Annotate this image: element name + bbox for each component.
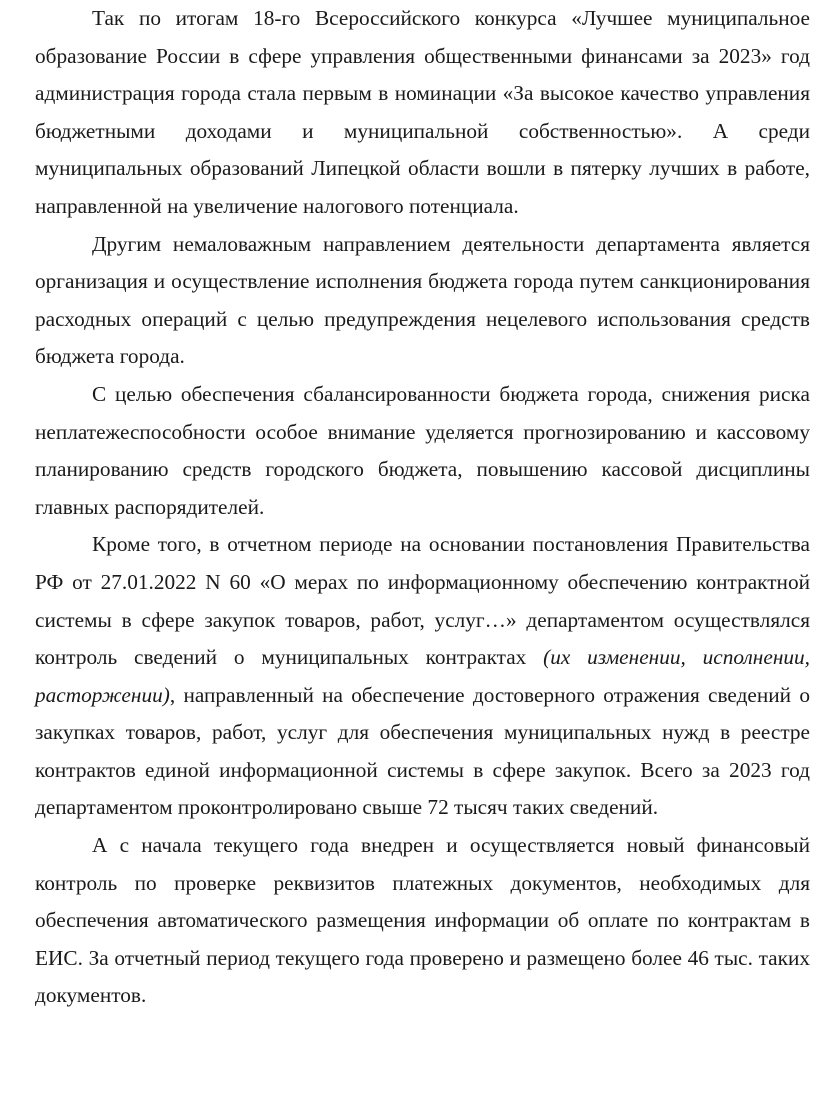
contract-control-text-start: Кроме того, в отчетном периоде на основании постановления Правительства РФ от 27.01.2022 N 60 «О мерах по информационному обеспечению контрактной системы в сфере закупок товаров, работ, услуг…» департаментом осуществлялся контроль сведений о муниципальных контрактах (35, 532, 810, 670)
contract-control-italic-note: (их изменении, исполнении, расторжении) (35, 645, 811, 707)
contract-control-text-end: , направленный на обеспечение достоверного отражения сведений о закупках товаров, работ, услуг для обеспечения муниципальных нужд в реестре контрактов единой информационной системы в сфере закупок. Всего за 2023 год департаментом проконтролировано свыше 72 тысяч таких сведений. (35, 682, 810, 820)
paragraph-budget-balance: С целью обеспечения сбалансированности бюджета города, снижения риска неплатежеспособности особое внимание уделяется прогнозированию и кассовому планированию средств городского бюджета, повышению кассовой дисциплины главных распорядителей. (35, 381, 810, 519)
paragraph-contest-results: Так по итогам 18-го Всероссийского конкурса «Лучшее муниципальное образование России в сфере управления общественными финансами за 2023» год администрация города стала первым в номинации «За высокое качество управления бюджетными доходами и муниципальной собственностью». А среди муниципальных образований Липецкой области вошли в пятерку лучших в работе, направленной на увеличение налогового потенциала. (35, 6, 810, 218)
paragraph-payment-control: А с начала текущего года внедрен и осуществляется новый финансовый контроль по проверке реквизитов платежных документов, необходимых для обеспечения автоматического размещения информации об оплате по контрактам в ЕИС. За отчетный период текущего года проверено и размещено более 46 тыс. таких документов. (35, 833, 810, 1008)
document-page (35, 0, 810, 1015)
paragraph-budget-execution: Другим немаловажным направлением деятельности департамента является организация и осуществление исполнения бюджета города путем санкционирования расходных операций с целью предупреждения нецелевого использования средств бюджета города. (35, 231, 810, 369)
paragraph-contract-control (35, 526, 810, 827)
